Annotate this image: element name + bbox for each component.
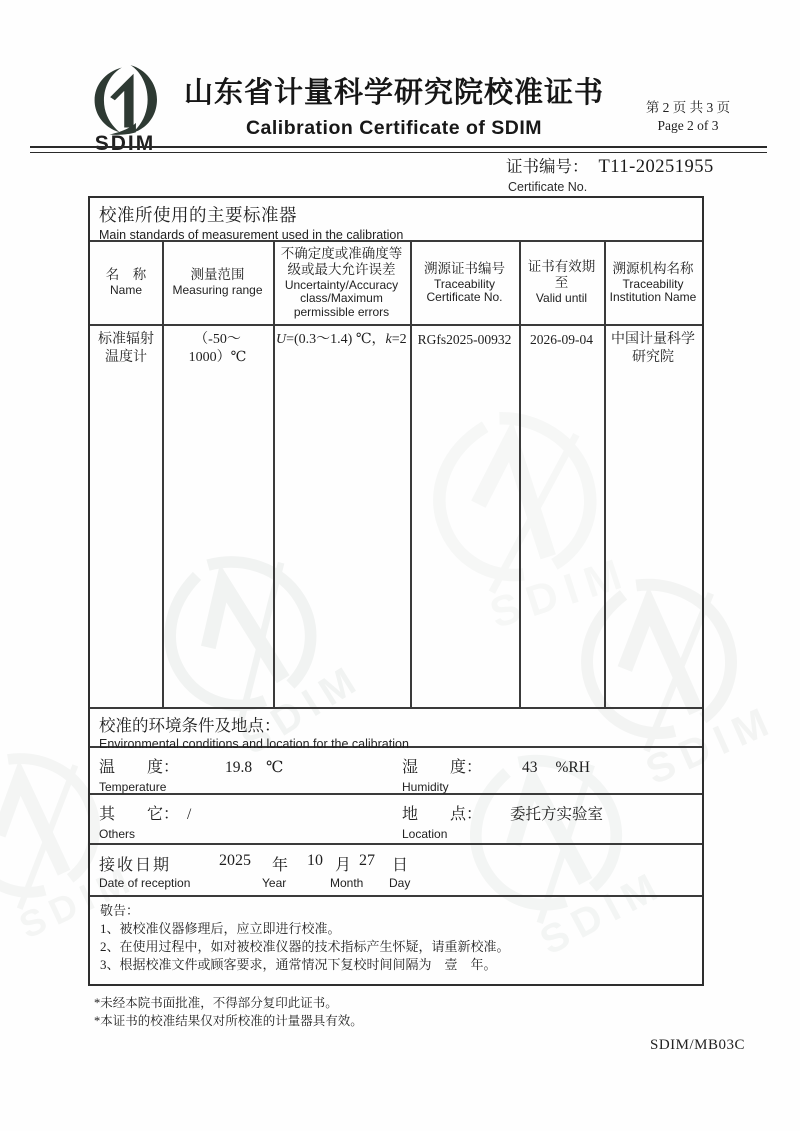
reception-label-en: Date of reception (99, 876, 191, 890)
standards-title-en: Main standards of measurement used in the calibration (99, 228, 404, 242)
col-header-range: 测量范围 Measuring range (172, 267, 263, 298)
temperature-value: 19.8 (225, 759, 253, 776)
footnote: *本证书的校准结果仅对所校准的计量器具有效。 (94, 1013, 363, 1028)
notice-item: 3、根据校准文件或顾客要求，通常情况下复校时间间隔为 壹 年。 (100, 957, 497, 972)
standards-title-zh: 校准所使用的主要标准器 (99, 205, 297, 225)
footnote: *未经本院书面批准，不得部分复印此证书。 (94, 996, 338, 1010)
col-header-institution: 溯源机构名称 Traceability Institution Name (609, 260, 697, 304)
reception-year-value: 2025 (219, 852, 251, 869)
sdim-logo-icon (85, 62, 165, 140)
page-title: 山东省计量科学研究院校准证书 (183, 77, 604, 109)
humidity-label-en: Humidity (402, 780, 449, 794)
col-header-uncertainty: 不确定度或准确度等级或最大允许误差 Uncertainty/Accuracy class/Maximum permissible errors (280, 245, 403, 319)
cell-measuring-range: （-50～ 1000）℃ (188, 332, 247, 365)
certificate-number-label: 证书编号： (506, 157, 589, 176)
reception-month-en: Month (330, 876, 364, 890)
temperature-label: 温 度： (99, 759, 180, 776)
notice-item: 1、被校准仪器修理后，应立即进行校准。 (100, 921, 341, 936)
environment-title-zh: 校准的环境条件及地点： (99, 716, 281, 735)
others-label-en: Others (99, 827, 136, 841)
location-label-en: Location (402, 827, 448, 841)
others-value: / (187, 806, 192, 823)
form-code: SDIM/MB03C (650, 1037, 746, 1053)
location-field (402, 801, 603, 841)
others-label: 其 它： (99, 806, 180, 823)
certificate-number-label-en: Certificate No. (508, 180, 588, 194)
page-number (628, 99, 748, 135)
temperature-field (99, 754, 283, 794)
temperature-unit: ℃ (266, 759, 284, 776)
header-titles (168, 70, 620, 140)
page-number-zh: 第 2 页 共 3 页 (645, 100, 731, 115)
footnotes (94, 995, 363, 1030)
sdim-logo (80, 62, 170, 156)
location-value: 委托方实验室 (510, 806, 604, 823)
reception-day-value: 27 (359, 852, 375, 869)
certificate-number-value: T11-20251955 (598, 157, 714, 177)
cell-uncertainty: U=(0.3～1.4) ℃，k=2 (276, 332, 407, 347)
location-label: 地 点： (402, 806, 483, 823)
reception-year-unit: 年 (272, 857, 289, 874)
sdim-logo-text: SDIM (94, 132, 156, 155)
certificate-number (506, 153, 714, 194)
environment-title-en: Environmental conditions and location for the calibration (99, 737, 409, 751)
reception-year-en: Year (262, 876, 287, 890)
col-header-trace-cert: 溯源证书编号 Traceability Certificate No. (424, 260, 505, 304)
notice-item: 2、在使用过程中，如对被校准仪器的技术指标产生怀疑，请重新校准。 (100, 939, 510, 954)
humidity-label: 湿 度： (402, 759, 483, 776)
header-divider (30, 146, 767, 153)
col-header-name: 名 称 Name (105, 267, 147, 298)
table-row (90, 326, 702, 707)
reception-label: 接收日期 (99, 857, 172, 874)
reception-date-row (90, 845, 702, 895)
reception-month-value: 10 (307, 852, 323, 869)
cell-trace-cert-no: RGfs2025-00932 (417, 332, 512, 347)
cell-standard-name: 标准辐射温度计 (98, 332, 154, 365)
others-location-row (90, 795, 702, 843)
cell-institution: 中国计量科学研究院 (611, 332, 695, 365)
page-number-en: Page 2 of 3 (657, 118, 719, 133)
notice-section (90, 897, 702, 986)
humidity-field (402, 754, 590, 794)
standards-section-title (90, 198, 702, 240)
temperature-humidity-row (90, 748, 702, 793)
humidity-value: 43 (522, 759, 538, 776)
notice-title: 敬告： (100, 903, 140, 918)
table-header-row (90, 241, 702, 324)
others-field (99, 801, 191, 841)
temperature-label-en: Temperature (99, 780, 167, 794)
page-title-en: Calibration Certificate of SDIM (245, 117, 543, 139)
environment-section-title (90, 709, 702, 751)
reception-month-unit: 月 (335, 857, 352, 874)
reception-day-unit: 日 (392, 857, 409, 874)
cell-valid-until: 2026-09-04 (530, 332, 593, 347)
reception-day-en: Day (389, 876, 411, 890)
col-header-valid-until: 证书有效期至 Valid until (527, 259, 596, 306)
humidity-unit: %RH (555, 759, 590, 776)
standards-table (88, 196, 704, 986)
